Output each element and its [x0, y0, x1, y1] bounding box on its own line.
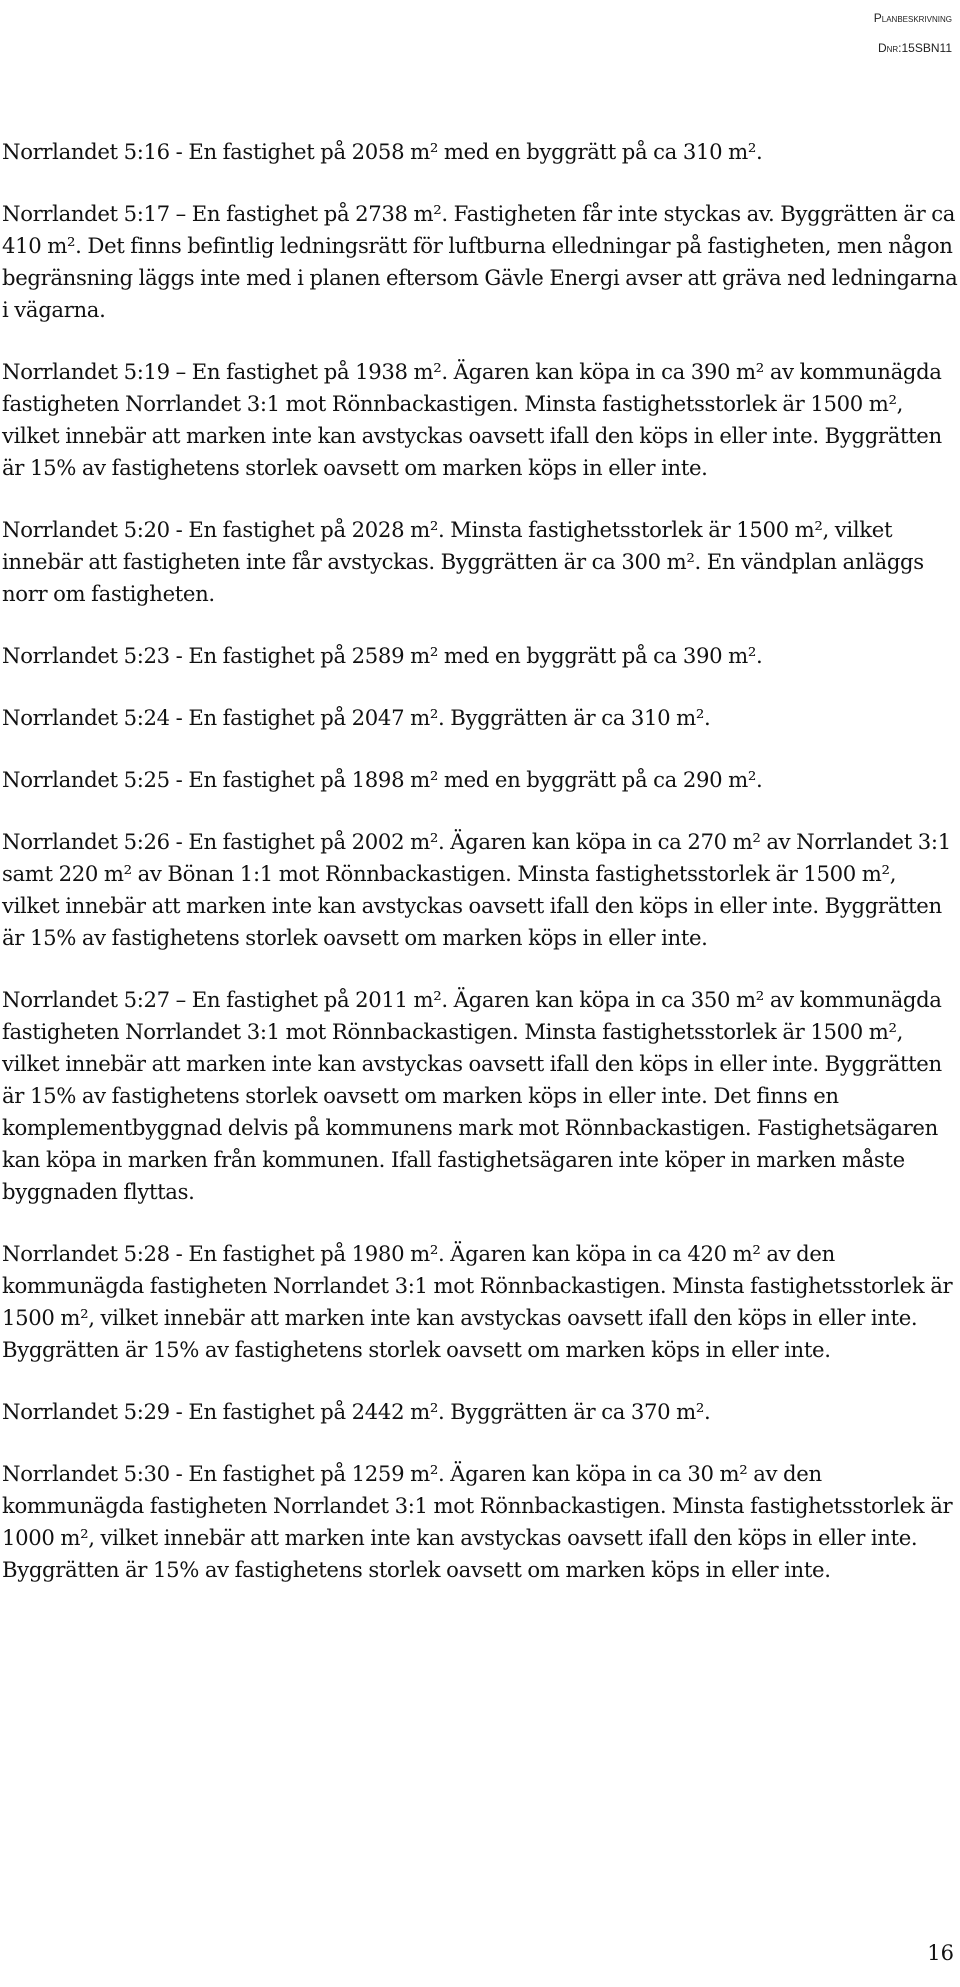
paragraph-norrlandet-5-27: Norrlandet 5:27 – En fastighet på 2011 m². Ägaren kan köpa in ca 350 m² av kommunägda fastigheten Norrlandet 3:1 mot Rönnbackastigen. Minsta fastighetsstorlek är 1500 m², vilket innebär att marken inte kan avstyckas oavsett ifall den köps in eller inte. Byggrätten är 15% av fastighetens storlek oavsett om marken köps in eller inte. Det finns en komplementbyggnad delvis på kommunens mark mot Rönnbackastigen. Fastighetsägaren kan köpa in marken från kommunen. Ifall fastighetsägaren inte köper in marken måste byggnaden flyttas.: [2, 987, 942, 1204]
paragraph-norrlandet-5-17: Norrlandet 5:17 – En fastighet på 2738 m². Fastigheten får inte styckas av. Byggrätten är ca 410 m². Det finns befintlig ledningsrätt för luftburna elledningar på fastigheten, men någon begränsning läggs inte med i planen eftersom Gävle Energi avser att gräva ned ledningarna i vägarna.: [2, 201, 958, 322]
paragraph-norrlandet-5-24: Norrlandet 5:24 - En fastighet på 2047 m². Byggrätten är ca 310 m².: [2, 705, 711, 730]
paragraph-norrlandet-5-30: Norrlandet 5:30 - En fastighet på 1259 m². Ägaren kan köpa in ca 30 m² av den kommunägda fastigheten Norrlandet 3:1 mot Rönnbackastigen. Minsta fastighetsstorlek är 1000 m², vilket innebär att marken inte kan avstyckas oavsett ifall den köps in eller inte. Byggrätten är 15% av fastighetens storlek oavsett om marken köps in eller inte.: [2, 1461, 953, 1582]
document-body: [0, 136, 958, 1616]
document-number: Dnr:15SBN11: [877, 41, 952, 55]
paragraph-norrlandet-5-20: Norrlandet 5:20 - En fastighet på 2028 m². Minsta fastighetsstorlek är 1500 m², vilket innebär att fastigheten inte får avstyckas. Byggrätten är ca 300 m². En vändplan anläggs norr om fastigheten.: [2, 517, 924, 606]
page-header: [874, 3, 952, 63]
document-title: Planbeskrivning: [873, 11, 952, 25]
paragraph-norrlandet-5-28: Norrlandet 5:28 - En fastighet på 1980 m². Ägaren kan köpa in ca 420 m² av den kommunägda fastigheten Norrlandet 3:1 mot Rönnbackastigen. Minsta fastighetsstorlek är 1500 m², vilket innebär att marken inte kan avstyckas oavsett ifall den köps in eller inte. Byggrätten är 15% av fastighetens storlek oavsett om marken köps in eller inte.: [2, 1241, 953, 1362]
paragraph-norrlandet-5-25: Norrlandet 5:25 - En fastighet på 1898 m² med en byggrätt på ca 290 m².: [2, 767, 763, 792]
paragraph-norrlandet-5-19: Norrlandet 5:19 – En fastighet på 1938 m². Ägaren kan köpa in ca 390 m² av kommunägda fastigheten Norrlandet 3:1 mot Rönnbackastigen. Minsta fastighetsstorlek är 1500 m², vilket innebär att marken inte kan avstyckas oavsett ifall den köps in eller inte. Byggrätten är 15% av fastighetens storlek oavsett om marken köps in eller inte.: [2, 359, 942, 480]
page-number: 16: [927, 1941, 954, 1965]
paragraph-norrlandet-5-26: Norrlandet 5:26 - En fastighet på 2002 m². Ägaren kan köpa in ca 270 m² av Norrlandet 3:1 samt 220 m² av Bönan 1:1 mot Rönnbackastigen. Minsta fastighetsstorlek är 1500 m², vilket innebär att marken inte kan avstyckas oavsett ifall den köps in eller inte. Byggrätten är 15% av fastighetens storlek oavsett om marken köps in eller inte.: [2, 829, 951, 950]
paragraph-norrlandet-5-23: Norrlandet 5:23 - En fastighet på 2589 m² med en byggrätt på ca 390 m².: [2, 643, 763, 668]
paragraph-norrlandet-5-29: Norrlandet 5:29 - En fastighet på 2442 m². Byggrätten är ca 370 m².: [2, 1399, 711, 1424]
paragraph-norrlandet-5-16: Norrlandet 5:16 - En fastighet på 2058 m² med en byggrätt på ca 310 m².: [2, 139, 763, 164]
